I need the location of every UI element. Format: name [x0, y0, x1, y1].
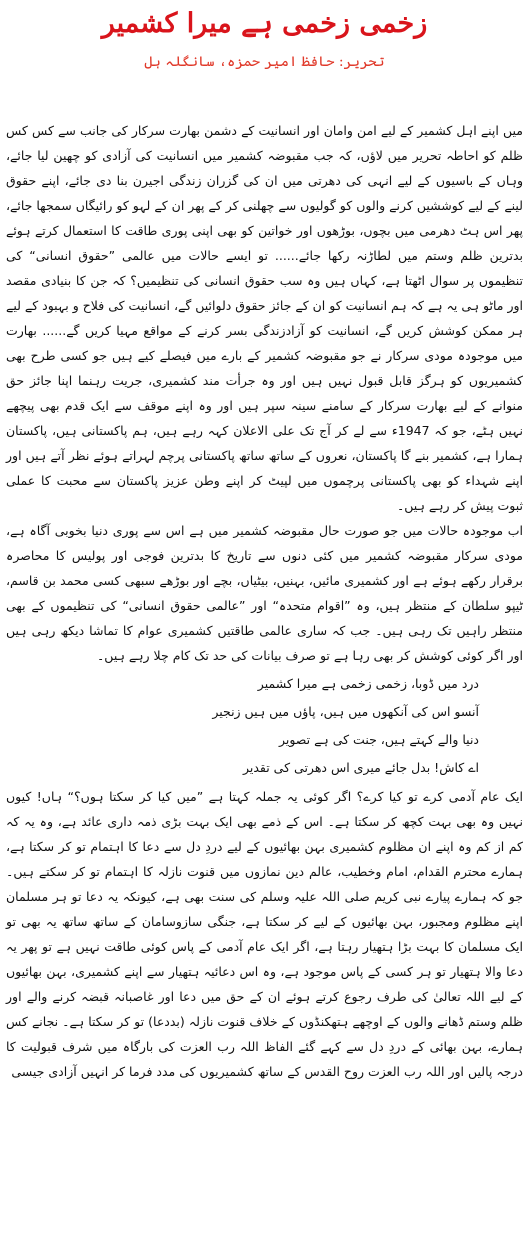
poem-block: [6, 672, 523, 780]
article-byline: تحریر: حافظ امیر حمزہ، سانگلہ ہل: [144, 54, 385, 70]
poem-line: درد میں ڈوبا، زخمی زخمی ہے میرا کشمیر: [257, 676, 479, 691]
article-title: زخمی زخمی ہے میرا کشمیر: [101, 8, 428, 39]
poem-line: دنیا والے کہتے ہیں، جنت کی ہے تصویر: [278, 732, 479, 747]
article-paragraph: میں اپنے اہل کشمیر کے لیے امن وامان اور انسانیت کے دشمن بھارت سرکار کی جانب سے کس کس ظلم کو احاطہ تحریر میں لاؤں، کہ جب مقبوضہ کشمیر میں انسانیت کی آزادی کو چھین لیا جائے، وہاں کے باسیوں کے لیے انہی کی دھرتی میں ان کی گزران زندگی اجیرن بنا دی جائے، اپنے حقوق لینے کے لیے کوششیں کرنے والوں کو گولیوں سے چھلنی کر کے پھر ان کے لہو کو رائیگاں سمجھا جائے، پھر اس ہٹ دھرمی میں بچوں، بوڑھوں اور خواتین کو بھی اپنی پوری طاقت کا استعمال کرتے ہوئے بدترین ظلم وستم میں لطاڑنہ رکھا جائے...... تو ایسے حالات میں عالمی ”حقوق انسانی“ کی تنظیموں پر سوال اٹھتا ہے، کہاں ہیں وہ سب حقوق انسانی کی تنظیمیں؟ کہ جن کا بنیادی مقصد اور ماٹو ہی یہ ہے کہ ہم انسانیت کو ان کے جائز حقوق دلوائیں گے، انسانیت کی فلاح و بہبود کے لیے ہر ممکن کوشش کریں گے، انسانیت کو آزادزندگی بسر کرنے کے مواقع مہیا کریں گے...... بھارت میں موجودہ مودی سرکار نے جو مقبوضہ کشمیر کے بارے میں فیصلے کیے ہیں جو کسی طرح بھی کشمیریوں کو ہرگز قابل قبول نہیں ہیں اور وہ جرأت مند کشمیری، جریت رہنما اپنا جائز حق منوانے کے لیے بھارت سرکار کے سامنے سینہ سپر ہیں اور وہ اپنے موقف سے ایک قدم بھی پیچھے نہیں ہٹے، جو کہ 1947ء سے لے کر آج تک علی الاعلان کہہ رہے ہیں، ہم پاکستانی ہیں، پاکستان ہمارا ہے، کشمیر بنے گا پاکستان، نعروں کے ساتھ ساتھ پاکستانی پرچم لہراتے ہوئے نظر آتے ہیں اور اپنے شہداء کو بھی پاکستانی پرچموں میں لپیٹ کر اپنے وطن عزیز پاکستان سے محبت کا عملی ثبوت پیش کر رہے ہیں۔: [6, 123, 523, 513]
article-paragraph: ایک عام آدمی کرے تو کیا کرے؟ اگر کوئی یہ جملہ کہتا ہے ”میں کیا کر سکتا ہوں؟“ ہاں! کیوں نہیں وہ بھی بہت کچھ کر سکتا ہے۔ اس کے ذمے بھی ایک بہت بڑی ذمہ داری عائد ہے، وہ یہ کہ کم از کم وہ اپنے ان مظلوم کشمیری بہن بھائیوں کے لیے دردِ دل سے دعا کا اہتمام تو کر سکتا ہے، ہمارے محترم القدام، امام وخطیب، عالم دین نمازوں میں قنوت نازلہ کا اہتمام تو کر سکتے ہیں۔ جو کہ ہمارے پیارے نبی کریم صلی اللہ علیہ وسلم کی سنت بھی ہے، کیونکہ یہ دعا تو ہر مسلمان اپنے مظلوم ومجبور، بہن بھائیوں کے لیے کر سکتا ہے، جنگی سازوسامان کے ساتھ ساتھ یہ بھی تو ایک مسلمان کا بہت بڑا ہتھیار رہتا ہے، اگر ایک عام آدمی کے پاس کوئی طاقت نہیں ہے تو پھر یہ دعا والا ہتھیار تو ہر کسی کے پاس موجود ہے، وہ اس دعائیہ ہتھیار سے اپنے کشمیری، بہن بھائیوں کے لیے اللہ تعالیٰ کی طرف رجوع کرتے ہوئے ان کے حق میں دعا اور غاصبانہ قبضہ کرنے والے اور ظلم وستم ڈھانے والوں کے اوچھے ہتھکنڈوں کے خلاف قنوت نازلہ (بددعا) تو کر سکتا ہے۔ نجانے کس ہمارے، بہن بھائی کے دردِ دل سے کہے گئے الفاظ اللہ رب العزت کی بارگاہ میں شرف قبولیت کا درجہ پالیں اور اللہ رب العزت روح القدس کے ساتھ کشمیریوں کی مدد فرما کر انہیں آزادی جیسی: [6, 789, 523, 1079]
poem-line: آنسو اس کی آنکھوں میں ہیں، پاؤں میں ہیں زنجیر: [212, 704, 479, 719]
poem-line: اے کاش! بدل جائے میری اس دھرتی کی تقدیر: [242, 760, 479, 775]
article-paragraph: اب موجودہ حالات میں جو صورت حال مقبوضہ کشمیر میں ہے اس سے پوری دنیا بخوبی آگاہ ہے، مودی سرکار مقبوضہ کشمیر میں کئی دنوں سے تاریخ کا بدترین فوجی اور پولیس کا محاصرہ برقرار رکھے ہوئے ہے اور کشمیری مائیں، بہنیں، بیٹیاں، بچے اور بوڑھے سبھی کسی محمد بن قاسم، ٹیپو سلطان کے منتظر ہیں، وہ ”اقوام متحدہ“ اور ”عالمی حقوق انسانی“ کی تنظیموں کے بھی منتظر راہیں تک رہی ہیں۔ جب کہ ساری عالمی طاقتیں کشمیری عوام کا تماشا دیکھ رہی ہیں اور اگر کوئی کوشش کر بھی رہا ہے تو صرف بیانات کی حد تک کام چلا رہے ہیں۔: [6, 523, 523, 663]
